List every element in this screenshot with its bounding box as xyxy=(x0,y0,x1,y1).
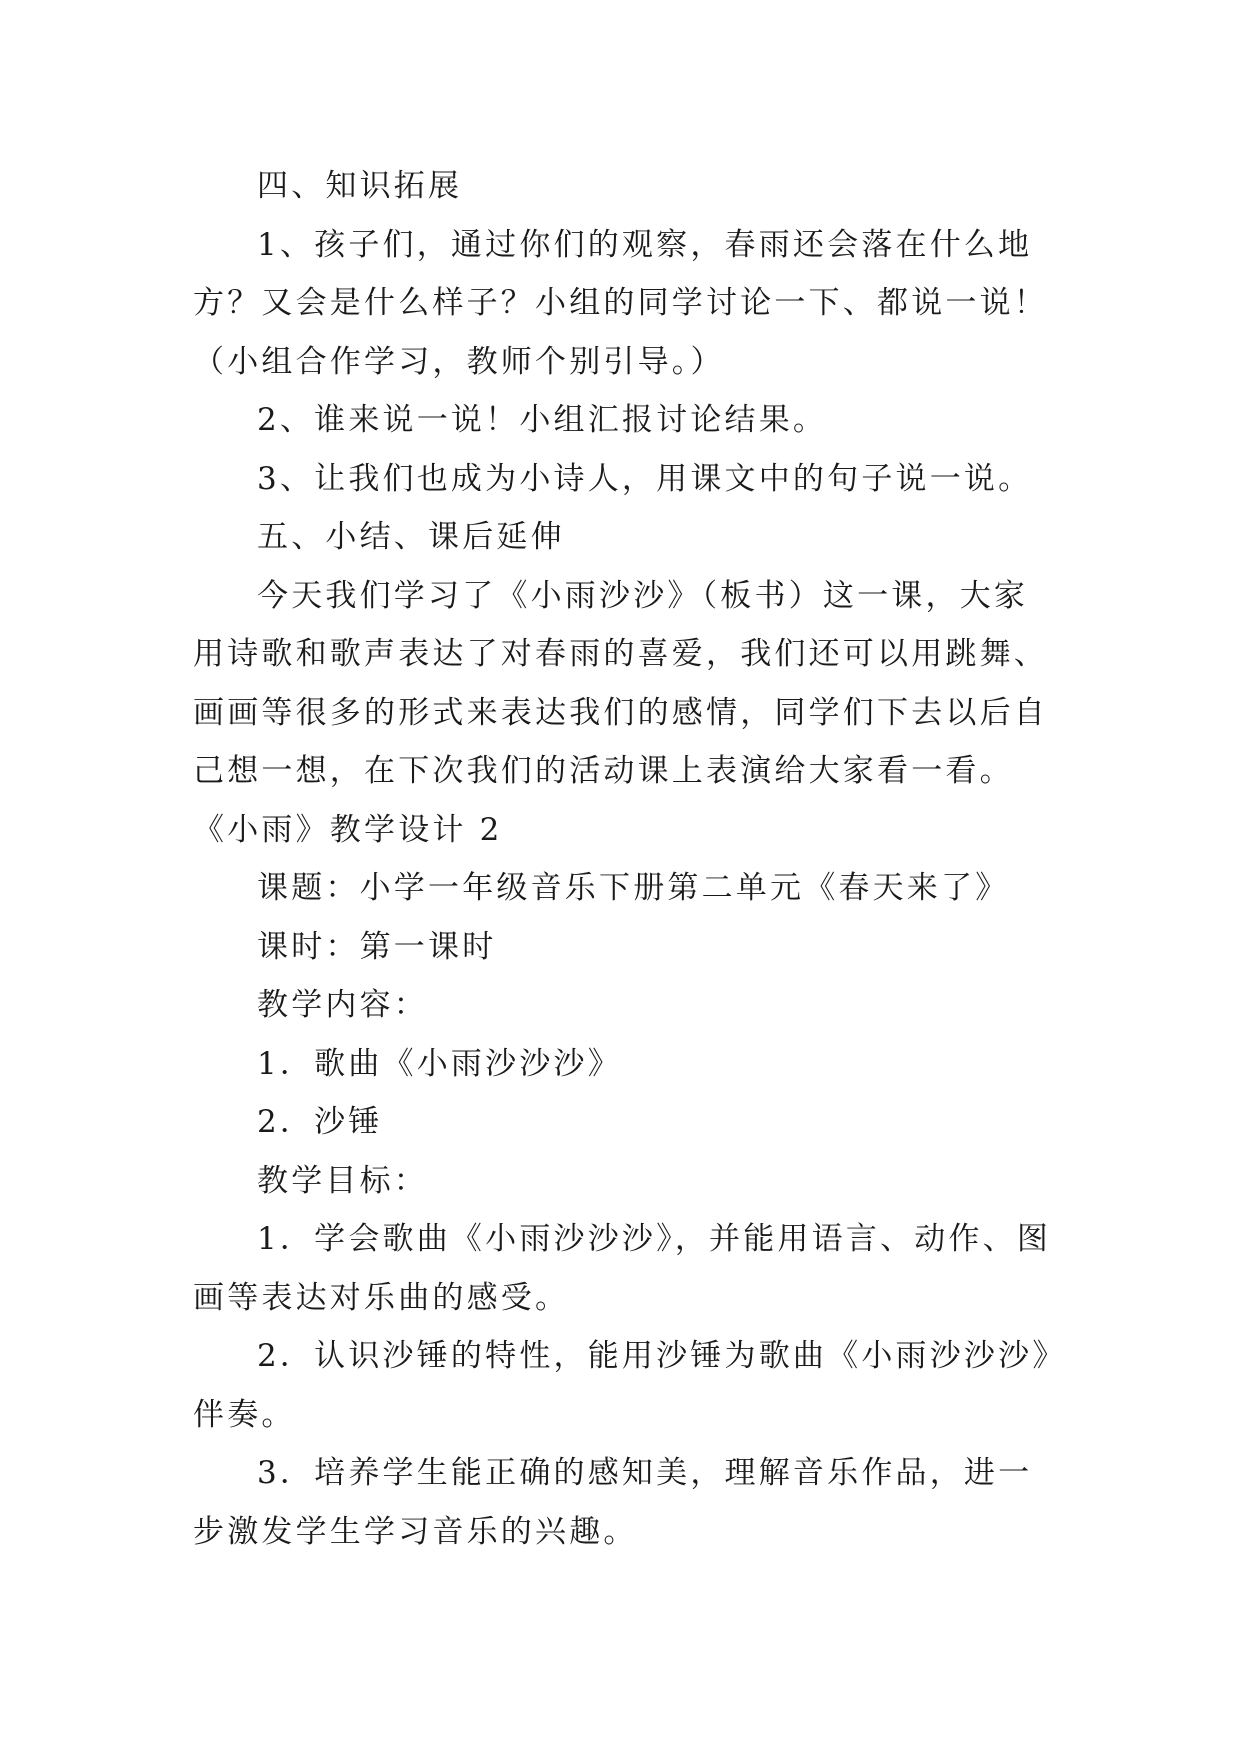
document-title-design-2: 《小雨》教学设计 2 xyxy=(193,811,503,848)
teaching-goal-1: 1．学会歌曲《小雨沙沙沙》，并能用语言、动作、图画等表达对乐曲的感受。 xyxy=(193,1221,1052,1316)
teaching-content-item-2: 2．沙锤 xyxy=(257,1104,383,1140)
teaching-goal-2: 2．认识沙锤的特性，能用沙锤为歌曲《小雨沙沙沙》伴奏。 xyxy=(193,1338,1052,1433)
summary-paragraph: 今天我们学习了《小雨沙沙》（板书）这一课，大家用诗歌和歌声表达了对春雨的喜爱，我们还可以用跳舞、画画等很多的形式来表达我们的感情，同学们下去以后自己想一想，在下次我们的活动课上表演给大家看一看。 xyxy=(193,577,1048,789)
teaching-goal-3: 3．培养学生能正确的感知美，理解音乐作品，进一步激发学生学习音乐的兴趣。 xyxy=(193,1455,1033,1550)
section-heading-knowledge-extension: 四、知识拓展 xyxy=(257,168,463,204)
document-body xyxy=(193,157,1053,1561)
teaching-content-heading: 教学内容： xyxy=(257,987,428,1023)
lesson-topic: 课题：小学一年级音乐下册第二单元《春天来了》 xyxy=(257,870,1010,906)
teaching-content-item-1: 1．歌曲《小雨沙沙沙》 xyxy=(257,1045,622,1082)
teaching-goals-heading: 教学目标： xyxy=(257,1162,428,1199)
section-heading-summary: 五、小结、课后延伸 xyxy=(257,519,565,555)
paragraph-item-1: 1、孩子们，通过你们的观察，春雨还会落在什么地方？又会是什么样子？小组的同学讨论一下、都说一说！（小组合作学习，教师个别引导。） xyxy=(193,226,1048,380)
paragraph-item-2: 2、谁来说一说！小组汇报讨论结果。 xyxy=(257,402,828,438)
lesson-period: 课时：第一课时 xyxy=(257,928,497,965)
paragraph-item-3: 3、让我们也成为小诗人，用课文中的句子说一说。 xyxy=(257,460,1033,497)
